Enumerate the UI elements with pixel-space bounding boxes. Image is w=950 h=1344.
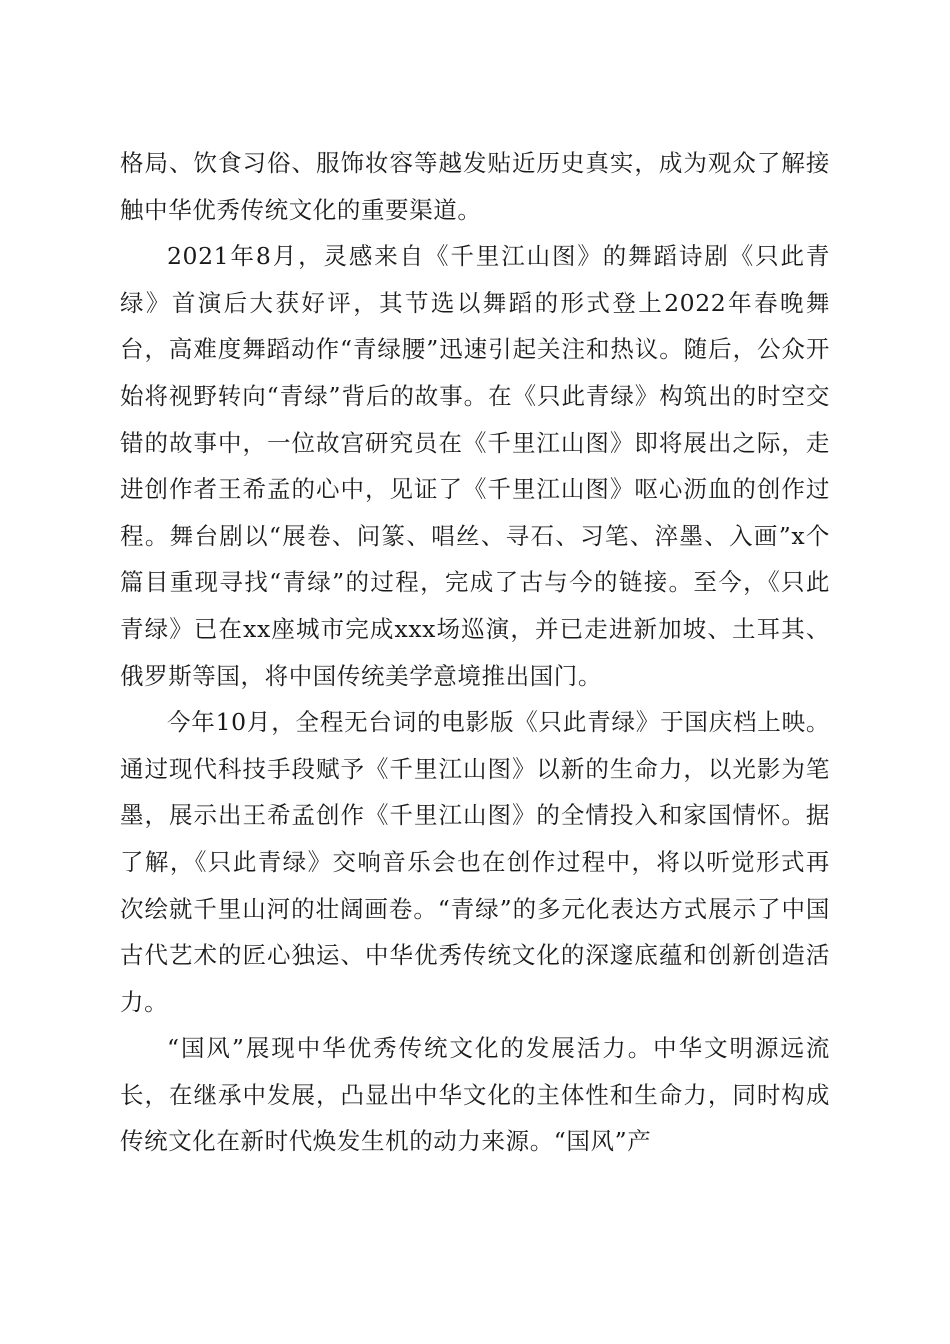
body-text — [120, 140, 830, 1165]
paragraph-2: 2021年8月，灵感来自《千里江山图》的舞蹈诗剧《只此青绿》首演后大获好评，其节选以舞蹈的形式登上2022年春晚舞台，高难度舞蹈动作“青绿腰”迅速引起关注和热议。随后，公众开始将视野转向“青绿”背后的故事。在《只此青绿》构筑出的时空交错的故事中，一位故宫研究员在《千里江山图》即将展出之际，走进创作者王希孟的心中，见证了《千里江山图》呕心沥血的创作过程。舞台剧以“展卷、问篆、唱丝、寻石、习笔、淬墨、入画”x个篇目重现寻找“青绿”的过程，完成了古与今的链接。至今，《只此青绿》已在xx座城市完成xxx场巡演，并已走进新加坡、土耳其、俄罗斯等国，将中国传统美学意境推出国门。 — [120, 242, 830, 690]
paragraph-3: 今年10月，全程无台词的电影版《只此青绿》于国庆档上映。通过现代科技手段赋予《千里江山图》以新的生命力，以光影为笔墨，展示出王希孟创作《千里江山图》的全情投入和家国情怀。据了解，《只此青绿》交响音乐会也在创作过程中，将以听觉形式再次绘就千里山河的壮阔画卷。“青绿”的多元化表达方式展示了中国古代艺术的匠心独运、中华优秀传统文化的深邃底蕴和创新创造活力。 — [120, 708, 830, 1016]
paragraph-4: “国风”展现中华优秀传统文化的发展活力。中华文明源远流长，在继承中发展，凸显出中华文化的主体性和生命力，同时构成传统文化在新时代焕发生机的动力来源。“国风”产 — [120, 1034, 830, 1156]
paragraph-1: 格局、饮食习俗、服饰妆容等越发贴近历史真实，成为观众了解接触中华优秀传统文化的重要渠道。 — [120, 149, 830, 224]
